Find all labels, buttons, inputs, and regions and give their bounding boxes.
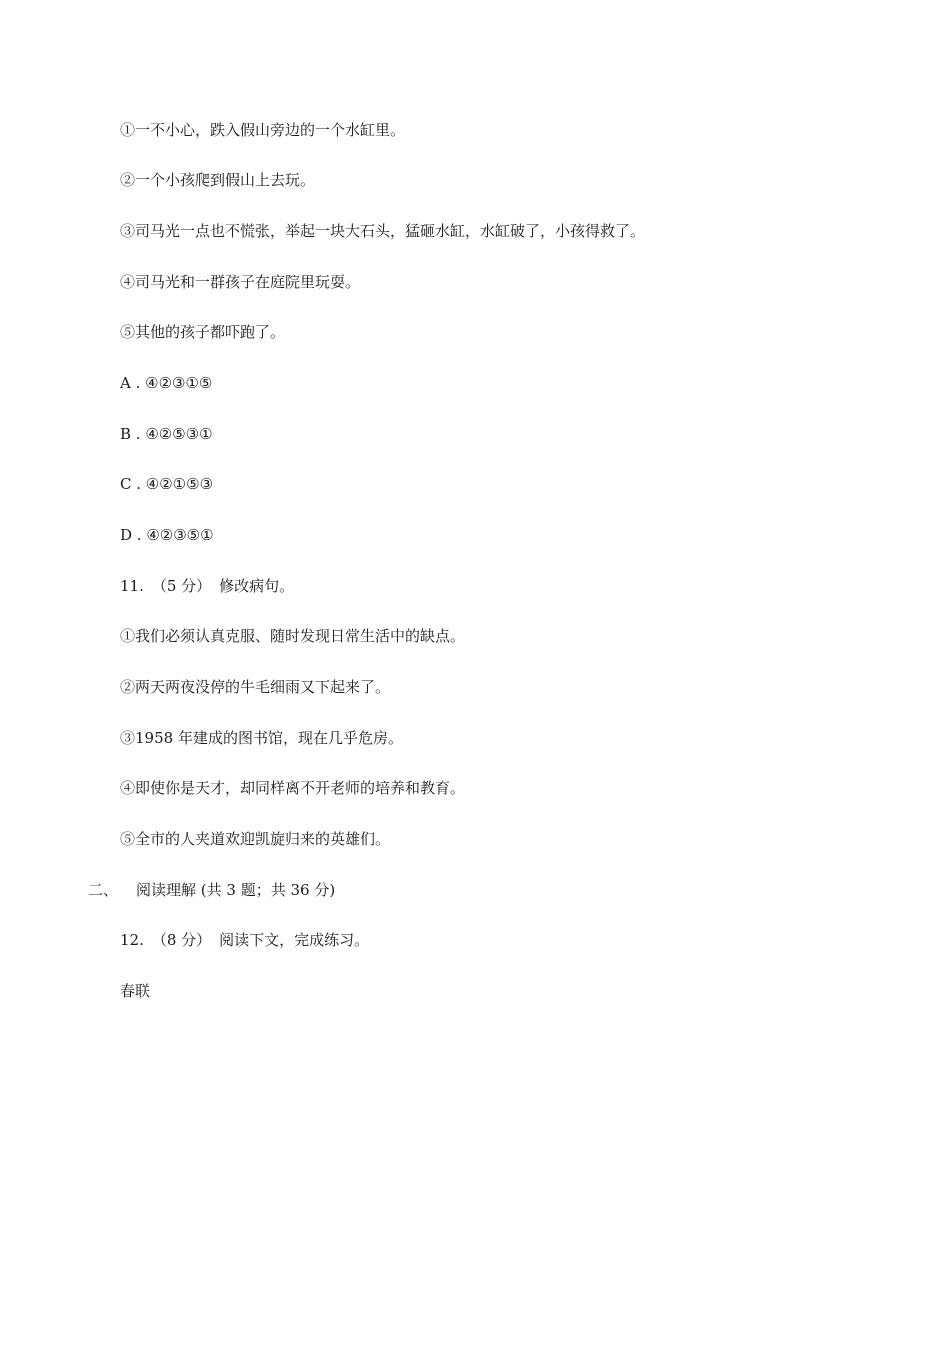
section-2-number: 二、 <box>88 881 119 899</box>
question-11-number: 11. <box>120 577 144 595</box>
q11-item-5: ⑤全市的人夹道欢迎凯旋归来的英雄们。 <box>120 830 391 848</box>
sentence-3: ③司马光一点也不慌张，举起一块大石头，猛砸水缸，水缸破了，小孩得救了。 <box>120 222 646 240</box>
question-11-header <box>120 576 294 596</box>
option-b: B . ④②⑤③① <box>120 425 213 443</box>
sentence-2: ②一个小孩爬到假山上去玩。 <box>120 171 316 189</box>
section-2-heading <box>88 880 335 900</box>
q11-item-1: ①我们必须认真克服、随时发现日常生活中的缺点。 <box>120 627 466 645</box>
question-12-number: 12. <box>120 931 144 949</box>
q11-item-3: ③1958 年建成的图书馆，现在几乎危房。 <box>120 729 403 747</box>
question-11-score: （5 分） <box>151 577 212 595</box>
option-c: C . ④②①⑤③ <box>120 475 214 493</box>
q11-item-2: ②两天两夜没停的牛毛细雨又下起来了。 <box>120 678 391 696</box>
section-2-title: 阅读理解 (共 3 题；共 36 分) <box>136 881 336 899</box>
sentence-1: ①一不小心，跌入假山旁边的一个水缸里。 <box>120 121 406 139</box>
sentence-5: ⑤其他的孩子都吓跑了。 <box>120 323 286 341</box>
q11-item-4: ④即使你是天才，却同样离不开老师的培养和教育。 <box>120 779 466 797</box>
question-12-prompt: 阅读下文，完成练习。 <box>219 931 370 949</box>
question-11-prompt: 修改病句。 <box>219 577 295 595</box>
passage-title: 春联 <box>120 982 151 1000</box>
option-d: D . ④②③⑤① <box>120 526 214 544</box>
sentence-4: ④司马光和一群孩子在庭院里玩耍。 <box>120 273 361 291</box>
option-a: A . ④②③①⑤ <box>120 374 213 392</box>
question-12-score: （8 分） <box>151 931 212 949</box>
question-12-header <box>120 930 369 950</box>
